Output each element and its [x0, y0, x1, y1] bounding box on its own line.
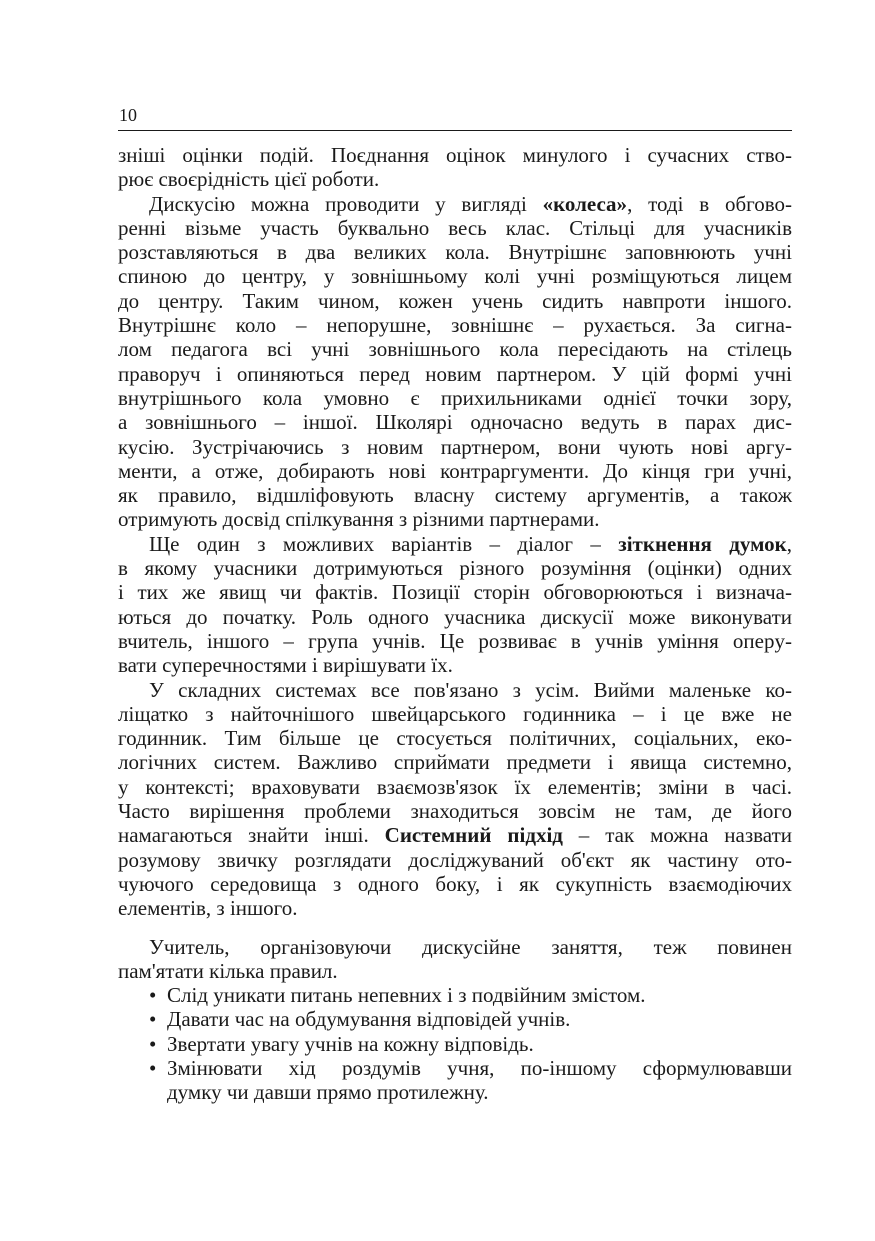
text-line: ренні візьме участь буквально весь клас. Стільці для учасників	[118, 215, 792, 240]
text-line: ліщатко з найточнішого швейцарського годинника – і це вже не	[118, 701, 792, 726]
text-line: годинник. Тим більше це стосується політичних, соціальних, еко-	[118, 726, 792, 751]
text-run: , тоді в обгово-	[627, 191, 792, 216]
text-run: ,	[786, 531, 792, 556]
paragraph	[118, 678, 792, 921]
text-line: внутрішнього кола умовно є прихильниками однієї точки зору,	[118, 385, 792, 410]
list-item-text: Змінювати хід роздумів учня, по-іншому сформулювавши	[167, 1055, 792, 1080]
list-item-text: Звертати увагу учнів на кожну відповідь.	[167, 1031, 534, 1056]
paragraph	[118, 935, 792, 984]
text-run: намагаються знайти інші.	[118, 823, 385, 848]
page-body	[118, 143, 792, 1105]
paragraph	[118, 143, 792, 192]
emphasis-term: Системний підхід	[384, 823, 563, 848]
text-line	[118, 192, 792, 216]
text-line	[118, 823, 792, 847]
text-line: праворуч і опиняються перед новим партнером. У цій формі учні	[118, 361, 792, 386]
bullet-icon: •	[149, 983, 157, 1008]
emphasis-term: «колеса»	[542, 191, 628, 216]
text-line: Часто вирішення проблеми знаходиться зовсім не там, де його	[118, 799, 792, 824]
paragraph	[118, 192, 792, 532]
text-line: пам'ятати кілька правил.	[118, 958, 338, 983]
text-run: Ще один з можливих варіантів – діалог –	[149, 531, 619, 556]
list-item	[118, 983, 792, 1007]
text-run: Дискусію можна проводити у вигляді	[149, 191, 543, 216]
text-line: до центру. Таким чином, кожен учень сидить навпроти іншого.	[118, 288, 792, 313]
text-line: кусію. Зустрічаючись з новим партнером, вони чують нові аргу-	[118, 434, 792, 459]
text-line: елементів, з іншого.	[118, 896, 298, 921]
bullet-icon: •	[149, 1055, 157, 1080]
text-line: ються до початку. Роль одного учасника дискусії може виконувати	[118, 604, 792, 629]
text-line: Внутрішнє коло – непорушне, зовнішнє – рухається. За сигна-	[118, 313, 792, 338]
text-line: в якому учасники дотримуються різного розуміння (оцінки) одних	[118, 556, 792, 581]
text-line: У складних системах все пов'язано з усім. Вийми маленьке ко-	[149, 677, 792, 702]
list-item-text: Давати час на обдумування відповідей учнів.	[167, 1007, 571, 1032]
list-item	[118, 1056, 792, 1080]
text-line: рює своєрідність цієї роботи.	[118, 167, 380, 192]
text-line: як правило, відшліфовують власну систему аргументів, а також	[118, 483, 792, 508]
text-line: у контексті; враховувати взаємозв'язок їх елементів; зміни в часі.	[118, 774, 792, 799]
text-line: Учитель, організовуючи дискусійне заняття, теж повинен	[149, 934, 792, 959]
bullet-icon: •	[149, 1031, 157, 1056]
list-item-text: думку чи давши прямо протилежну.	[167, 1080, 489, 1105]
text-line: менти, а отже, добирають нові контраргументи. До кінця гри учні,	[118, 458, 792, 483]
list-item-text: Слід уникати питань непевних і з подвійним змістом.	[167, 983, 646, 1008]
list-item	[118, 1007, 792, 1031]
emphasis-term: зіткнення думок	[618, 531, 787, 556]
header-divider	[118, 130, 792, 131]
paragraph	[118, 532, 792, 678]
text-run: – так можна назвати	[562, 823, 792, 848]
text-line: лом педагога всі учні зовнішнього кола пересідають на стілець	[118, 337, 792, 362]
text-line	[118, 532, 792, 556]
text-line: вати суперечностями і вирішувати їх.	[118, 653, 453, 678]
rules-list	[118, 983, 792, 1104]
page-number: 10	[119, 105, 137, 125]
text-line: зніші оцінки подій. Поєднання оцінок минулого і сучасних ство-	[118, 143, 792, 167]
text-line: чуючого середовища з одного боку, і як сукупність взаємодіючих	[118, 871, 792, 896]
paragraph-gap	[118, 921, 792, 935]
text-line: розставляються в два великих кола. Внутрішнє заповнюють учні	[118, 240, 792, 265]
text-line: і тих же явищ чи фактів. Позиції сторін обговорюються і визнача-	[118, 580, 792, 605]
text-line: логічних систем. Важливо сприймати предмети і явища системно,	[118, 750, 792, 775]
list-item	[118, 1032, 792, 1056]
text-line: вчитель, іншого – група учнів. Це розвиває в учнів уміння опеpу-	[118, 628, 792, 653]
text-line: спиною до центру, у зовнішньому колі учні розміщуються лицем	[118, 264, 792, 289]
text-line: а зовнішнього – іншої. Школярі одночасно ведуть в парах дис-	[118, 410, 792, 435]
text-line: розумову звичку розглядати досліджуваний об'єкт як частину ото-	[118, 847, 792, 872]
bullet-icon: •	[149, 1007, 157, 1032]
text-line: отримують досвід спілкування з різними партнерами.	[118, 507, 600, 532]
